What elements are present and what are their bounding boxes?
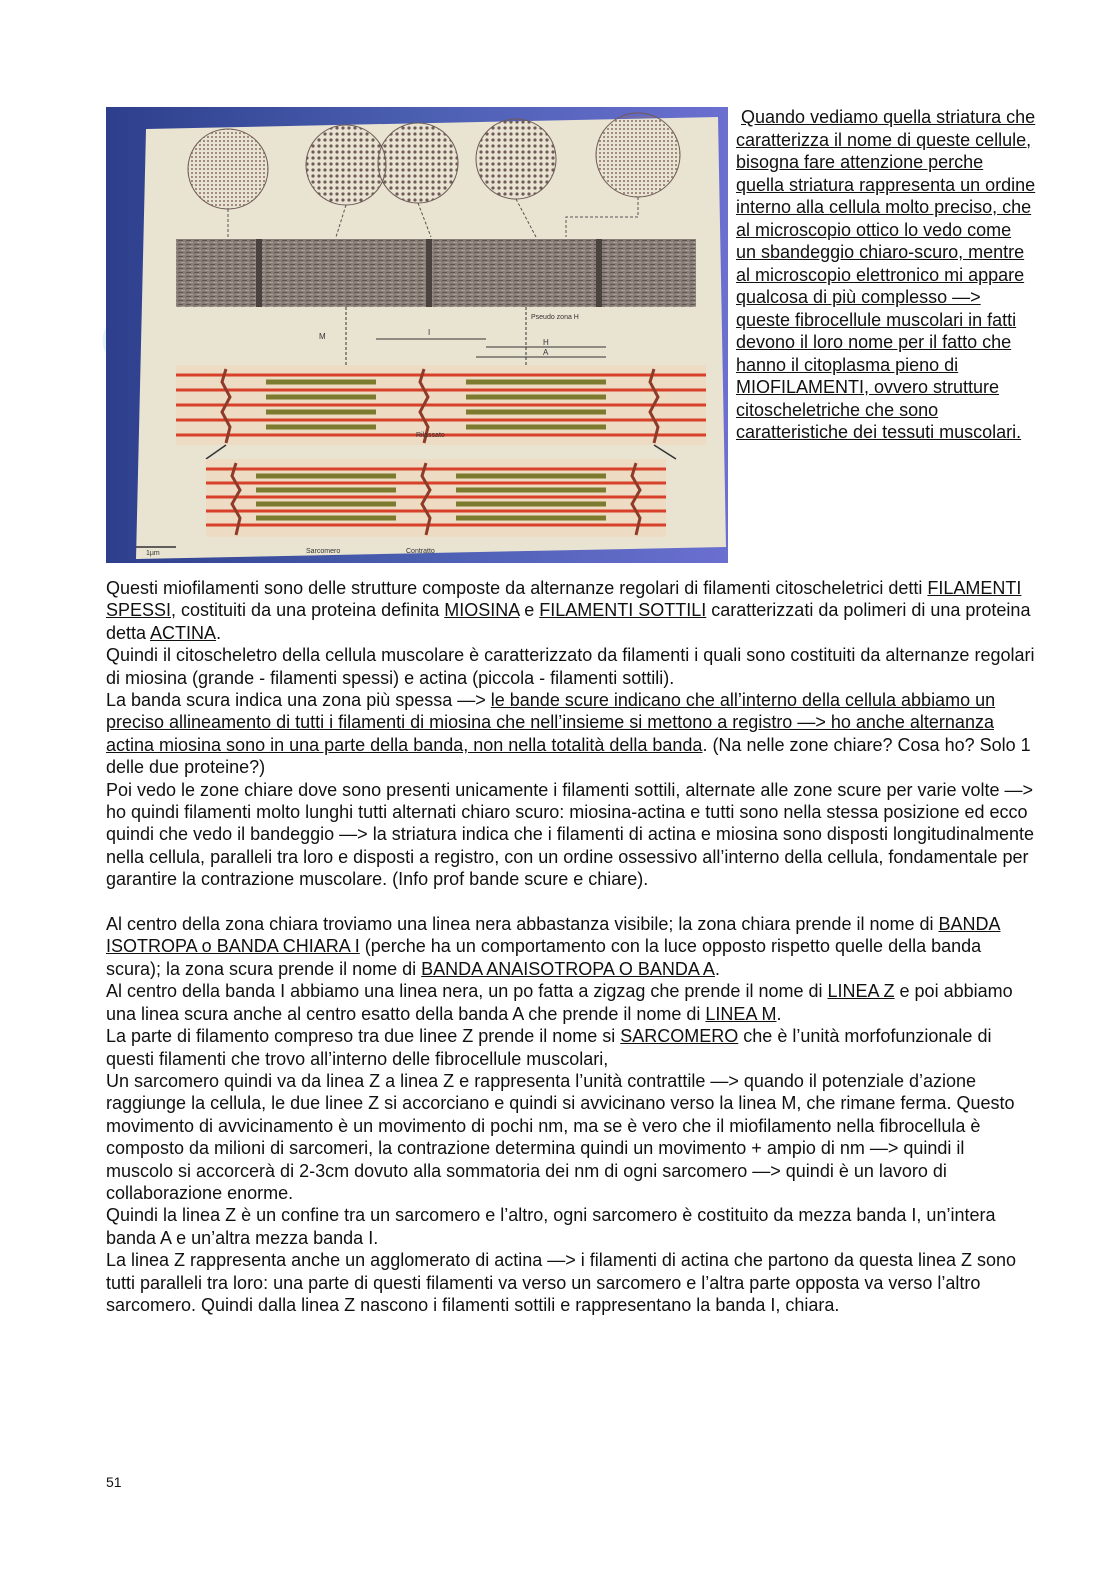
figure-side-paragraph bbox=[736, 106, 1036, 444]
paragraph-citoscheletro: Quindi il citoscheletro della cellula muscolare è caratterizzato da filamenti i quali sono costituiti da alternanze regolari di miosina (grande - filamenti spessi) e actina (piccola - filamenti sottili). bbox=[106, 645, 1035, 688]
paragraph-banda-scura: La banda scura indica una zona più spessa —> le bande scure indicano che all’interno della cellula abbiamo un preciso allineamento di tutti i filamenti di miosina che nell’insieme si mettono a registro —> ho anche alternanza actina miosina sono in una parte della banda, non nella totalità della banda. (Na nelle zone chiare? Cosa ho? Solo 1 delle due proteine?) bbox=[106, 690, 1031, 778]
side-paragraph-text: Quando vediamo quella striatura che caratterizza il nome di queste cellule, bisogna fare attenzione perche quella striatura rappresenta un ordine interno alla cellula molto preciso, che al microscopio ottico lo vedo come un sbandeggio chiaro-scuro, mentre al microscopio elettronico mi appare qualcosa di più complesso —> queste fibrocellule muscolari in fatti devono il loro nome per il fatto che hanno il citoplasma pieno di MIOFILAMENTI, ovvero strutture citoscheletriche che sono caratteristiche dei tessuti muscolari. bbox=[736, 107, 1036, 442]
electron-micrograph-strip bbox=[176, 239, 696, 307]
paragraph-confine: Quindi la linea Z è un confine tra un sarcomero e l’altro, ogni sarcomero è costituito da mezza banda I, un’intera banda A e un’altra mezza banda I. bbox=[106, 1205, 996, 1248]
paragraph-sarcomero: La parte di filamento compreso tra due linee Z prende il nome si SARCOMERO che è l’unità morfofunzionale di questi filamenti che trovo all’interno delle fibrocellule muscolari, bbox=[106, 1026, 992, 1069]
paragraph-banda-isotropa: Al centro della zona chiara troviamo una linea nera abbastanza visibile; la zona chiara prende il nome di BANDA ISOTROPA o BANDA CHIARA I (perche ha un comportamento con la luce opposto rispetto quelle della banda scura); la zona scura prende il nome di BANDA ANAISOTROPA O BANDA A. bbox=[106, 914, 1001, 979]
sarcomere-slide-photo bbox=[106, 107, 728, 563]
label-rilassato: Rilassato bbox=[416, 432, 445, 439]
label-sarcomero: Sarcomero bbox=[306, 548, 341, 555]
body-text bbox=[106, 577, 1036, 1316]
label-a: A bbox=[543, 348, 549, 357]
label-scale: 1µm bbox=[146, 550, 160, 557]
contracted-sarcomere-diagram bbox=[206, 459, 666, 537]
label-contratto: Contratto bbox=[406, 548, 435, 555]
paragraph-zone-chiare: Poi vedo le zone chiare dove sono presenti unicamente i filamenti sottili, alternate alle zone scure per varie volte —> ho quindi filamenti molto lunghi tutti alternati chiaro scuro: miosina-actina e tutti sono nella stessa posizione ed ecco quindi che vedo il bandeggio —> la striatura indica che i filamenti di actina e miosina sono disposti longitudinalmente nella cellula, paralleli tra loro e disposti a registro, con un ordine ossessivo all’interno della cellula, fondamentale per garantire la contrazione muscolare. (Info prof bande scure e chiare). bbox=[106, 779, 1035, 890]
label-h: H bbox=[543, 338, 549, 347]
page-number: 51 bbox=[106, 1474, 122, 1490]
label-i: I bbox=[428, 328, 431, 337]
paragraph-miofilamenti: Questi miofilamenti sono delle strutture composte da alternanze regolari di filamenti citoscheletrici detti FILAMENTI SPESSI, costituiti da una proteina definita MIOSINA e FILAMENTI SOTTILI caratterizzati da polimeri di una proteina detta ACTINA. bbox=[106, 578, 1031, 643]
paragraph-linea-z: Al centro della banda I abbiamo una linea nera, un po fatta a zigzag che prende il nome di LINEA Z e poi abbiamo una linea scura anche al centro esatto della banda A che prende il nome di LINEA M. bbox=[106, 981, 1013, 1024]
paragraph-unita-contrattile: Un sarcomero quindi va da linea Z a linea Z e rappresenta l’unità contrattile —> quando il potenziale d’azione raggiunge la cellula, le due linee Z si accorciano e quindi si avvicinano verso la linea M, che rimane ferma. Questo movimento di avvicinamento è un movimento di pochi nm, ma se è vero che il miofilamento nella fibrocellula è composto da milioni di sarcomeri, la contrazione determina quindi un movimento + ampio di nm —> quindi il muscolo si accorcerà di 2-3cm dovuto alla sommatoria dei nm di ogni sarcomero —> quindi è un lavoro di collaborazione enorme. bbox=[106, 1070, 1015, 1203]
label-pseudo-zona-h: Pseudo zona H bbox=[531, 314, 579, 321]
label-m: M bbox=[319, 332, 326, 341]
paragraph-agglomerato-actina: La linea Z rappresenta anche un agglomerato di actina —> i filamenti di actina che partono da questa linea Z sono tutti paralleli tra loro: una parte di questi filamenti va verso un sarcomero e l’altra parte opposta va verso l’altro sarcomero. Quindi dalla linea Z nascono i filamenti sottili e rappresentano la banda I, chiara. bbox=[106, 1250, 1017, 1315]
